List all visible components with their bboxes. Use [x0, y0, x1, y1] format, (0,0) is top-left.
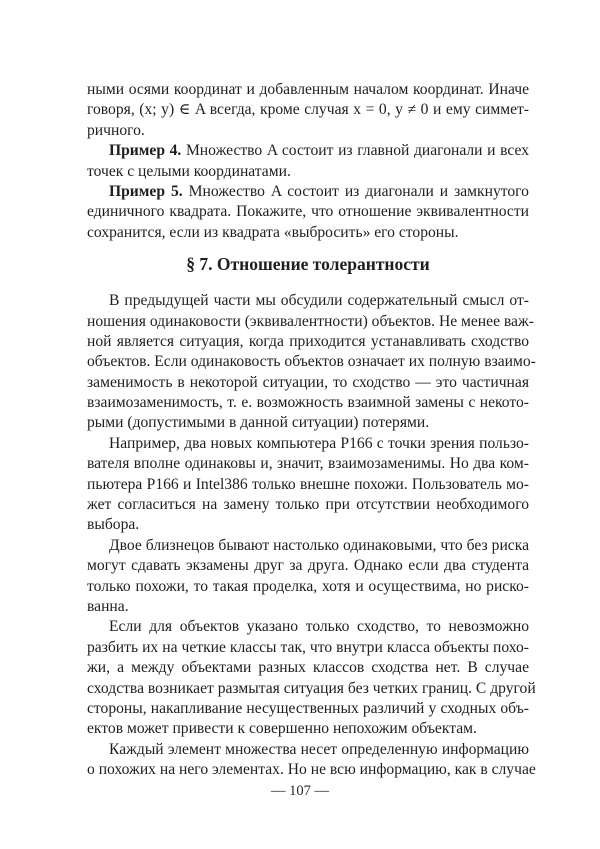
- line-text: могут сдавать экзамены друг за друга. Однако если два студента: [87, 557, 529, 575]
- line-text: ношения одинаковости (эквивалентности) объектов. Не менее важ-: [87, 312, 534, 330]
- line-text: Двое близнецов бывают настолько одинаковыми, что без риска: [109, 536, 529, 554]
- text-line: [87, 597, 529, 617]
- line-text: рыми (допустимыми в данной ситуации) потерями.: [87, 414, 430, 432]
- section-heading: § 7. Отношение толерантности: [186, 254, 430, 275]
- text-line: [87, 638, 529, 658]
- line-text: Если для объектов указано только сходство, то невозможно: [109, 618, 529, 636]
- line-text: объектов. Если одинаковость объектов означает их полную взаимо-: [87, 353, 536, 371]
- page-number: — 107 —: [271, 783, 329, 799]
- text-line: [87, 556, 529, 576]
- text-line: [87, 312, 534, 332]
- text-line: [87, 475, 529, 495]
- text-line: [87, 80, 529, 100]
- text-line: [87, 393, 529, 413]
- line-text: о похожих на него элементах. Но не всю информацию, как в случае: [87, 761, 536, 779]
- text-line: [87, 291, 529, 311]
- line-text: точек с целыми координатами.: [87, 162, 291, 180]
- page-text: [87, 80, 536, 781]
- line-text: жет согласиться на замену только при отсутствии необходимого: [87, 496, 529, 514]
- example-label: Пример 4.: [109, 142, 182, 160]
- text-line: [87, 434, 529, 454]
- text-line: [87, 740, 529, 760]
- text-line: [87, 182, 529, 202]
- line-text: ными осями координат и добавленным началом координат. Иначе: [87, 81, 529, 98]
- line-text: выбора.: [87, 516, 140, 534]
- text-line: [87, 536, 529, 556]
- line-text: Множество A состоит из главной диагонали и всех: [181, 142, 529, 160]
- text-line: [87, 121, 529, 141]
- text-line: [87, 515, 529, 535]
- text-line: [87, 658, 529, 678]
- paragraph: [87, 80, 529, 141]
- text-line: [87, 141, 529, 161]
- paragraph: [87, 617, 536, 739]
- text-line: [87, 332, 529, 352]
- text-line: [87, 373, 529, 393]
- line-text: Каждый элемент множества несет определенную информацию: [109, 740, 529, 758]
- text-line: [87, 617, 529, 637]
- line-text: ектов может привести к совершенно непохожим объектам.: [87, 720, 477, 738]
- paragraph: [87, 434, 529, 536]
- line-text: ной является ситуация, когда приходится устанавливать сходство: [87, 332, 529, 350]
- line-text: говоря, (x; y) ∈ A всегда, кроме случая x = 0, y ≠ 0 и ему симмет-: [87, 101, 529, 119]
- text-line: [87, 223, 529, 243]
- text-line: [87, 413, 529, 433]
- line-text: Множество A состоит из диагонали и замкнутого: [182, 182, 529, 200]
- text-line: [87, 202, 529, 222]
- paragraph: [87, 536, 529, 618]
- text-line: [87, 100, 529, 120]
- line-text: ричного.: [87, 121, 145, 139]
- line-text: жи, а между объектами разных классов сходства нет. В случае: [87, 659, 529, 677]
- line-text: взаимозаменимость, т. е. возможность взаимной замены с некото-: [87, 394, 529, 412]
- line-text: ванна.: [87, 597, 129, 615]
- line-text: В предыдущей части мы обсудили содержательный смысл от-: [109, 292, 529, 310]
- text-line: [87, 679, 536, 699]
- line-text: сходства возникает размытая ситуация без четких границ. С другой: [87, 679, 536, 697]
- text-line: [87, 699, 529, 719]
- text-before-section: [87, 80, 529, 243]
- text-line: [87, 719, 529, 739]
- line-text: Например, два новых компьютера P166 с точки зрения пользо-: [109, 434, 529, 452]
- text-line: [87, 495, 529, 515]
- text-line: [87, 162, 529, 182]
- text-line: [87, 352, 536, 372]
- line-text: вателя вполне одинаковы и, значит, взаимозаменимы. Но два ком-: [87, 455, 529, 473]
- line-text: единичного квадрата. Покажите, что отношение эквивалентности: [87, 203, 529, 221]
- line-text: сохранится, если из квадрата «выбросить» его стороны.: [87, 223, 459, 241]
- section-body: [87, 291, 536, 780]
- line-text: разбить их на четкие классы так, что внутри класса объекты похо-: [87, 638, 529, 656]
- text-line: [87, 760, 536, 780]
- example-label: Пример 5.: [109, 182, 183, 200]
- paragraph: [87, 740, 536, 781]
- paragraph: [87, 182, 529, 243]
- paragraph: [87, 291, 536, 434]
- paragraph: [87, 141, 529, 182]
- line-text: заменимость в некоторой ситуации, то сходство — это частичная: [87, 373, 529, 391]
- line-text: только похожи, то такая проделка, хотя и осуществима, но риско-: [87, 577, 529, 595]
- line-text: пьютера P166 и Intel386 только внешне похожи. Пользователь мо-: [87, 475, 529, 493]
- text-line: [87, 454, 529, 474]
- text-line: [87, 577, 529, 597]
- line-text: стороны, накапливание несущественных различий у сходных объ-: [87, 699, 529, 717]
